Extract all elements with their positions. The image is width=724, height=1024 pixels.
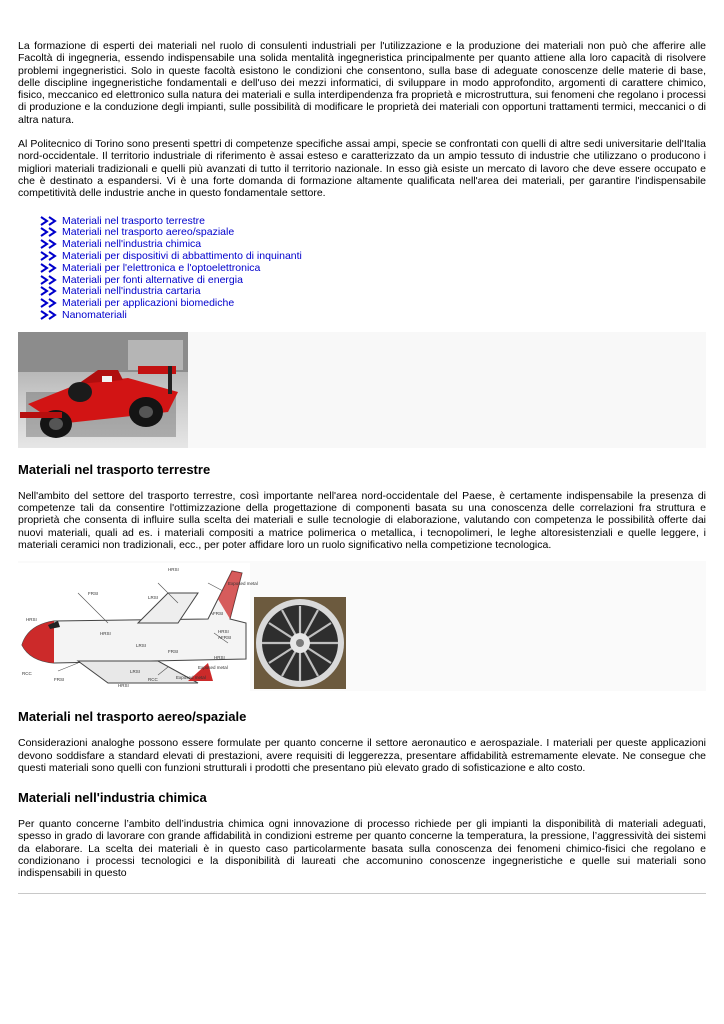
- shuttle-label: RCC: [22, 671, 32, 677]
- list-item: [40, 251, 706, 263]
- turbine-engine-photo: [254, 597, 346, 689]
- shuttle-label: Exposed metal: [198, 665, 228, 671]
- link-elettronica-optoelettronica[interactable]: Materiali per l'elettronica e l'optoelettronica: [62, 261, 261, 274]
- shuttle-label: FRSI: [54, 677, 65, 683]
- page-content: [18, 40, 706, 880]
- car-image-row: [18, 332, 706, 448]
- double-chevron-icon: [40, 262, 58, 274]
- link-trasporto-aereo-spaziale[interactable]: Materiali nel trasporto aereo/spaziale: [62, 226, 235, 239]
- link-trasporto-terrestre[interactable]: Materiali nel trasporto terrestre: [62, 214, 205, 227]
- list-item: [40, 298, 706, 310]
- shuttle-label: LRSI: [148, 595, 159, 601]
- shuttle-label: HRSI: [118, 683, 129, 689]
- shuttle-label: AFRSI: [218, 635, 232, 641]
- shuttle-label: Exposed metal: [228, 581, 258, 587]
- double-chevron-icon: [40, 238, 58, 250]
- page-bottom-divider: [18, 893, 706, 894]
- section-text-industria-chimica: Per quanto concerne l’ambito dell’industria chimica ogni innovazione di processo richiede per gli impianti la disponibilità di materiali adeguati, spesso in grado di lavorare con grande affidabilità in condizioni estreme per quanto concerne la temperatura, la pressione, l’aggressività dei sistemi da elaborare. La scelta dei materiali è in questo caso particolarmente basata sulla conoscenza dei fenomeni chimico-fisici che regolano e condizionano i processi tecnologici e la disponibilità di laureati che accomunino conoscenze ingegneristiche e quelle sui materiali sono indispensabili in questo: [18, 818, 706, 880]
- intro-paragraph-2: Al Politecnico di Torino sono presenti spettri di competenze specifiche assai ampi, specie se confrontati con quelli di altre sedi universitarie dell'Italia nord-occidentale. Il territorio industriale di riferimento è assai esteso e caratterizzato da un ampio tessuto di industrie che utilizzano o producono i migliori materiali tradizionali e quelli più avanzati di tutto il territorio nazionale. In esso già esiste un mercato di lavoro che deve essere occupato e che è destinato a espandersi. Vi è una forte domanda di formazione altamente qualificata nell'area dei materiali, per garantire l'indispensabile competitività delle industrie anche in questo fondamentale settore.: [18, 138, 706, 200]
- shuttle-label: Exposed metal: [176, 675, 206, 681]
- double-chevron-icon: [40, 274, 58, 286]
- double-chevron-icon: [40, 285, 58, 297]
- list-item: [40, 310, 706, 322]
- section-text-trasporto-aereo-spaziale: Considerazioni analoghe possono essere formulate per quanto concerne il settore aeronautico e aerospaziale. I materiali per queste applicazioni devono soddisfare a standard elevati di prestazioni, avere requisiti di leggerezza, presentare affidabilità estremamente elevate. Ne consegue che questi materiali sono quelli con funzioni strutturali i prodotti che presentano più elevato grado di sofisticazione e alto costo.: [18, 737, 706, 774]
- shuttle-label: HRSI: [168, 567, 179, 573]
- race-car-photo: [18, 332, 188, 448]
- link-fonti-alternative-energia[interactable]: Materiali per fonti alternative di energia: [62, 273, 243, 286]
- link-industria-cartaria[interactable]: Materiali nell'industria cartaria: [62, 285, 201, 298]
- image-band-background: [188, 332, 706, 448]
- list-item: [40, 263, 706, 275]
- section-title-industria-chimica: Materiali nell'industria chimica: [18, 790, 207, 806]
- shuttle-label: HRSI: [100, 631, 111, 637]
- intro-paragraph-1: La formazione di esperti dei materiali nel ruolo di consulenti industriali per l'utilizzazione e la produzione dei materiali non può che afferire alle Facoltà di ingegneria, essendo indispensabile una solida mentalità ingegneristica principalmente per quanto attiene alla loro capacità di risolvere problemi ingegneristici. Solo in queste facoltà esistono le condizioni che consentono, sulla base di adeguate conoscenze delle materie di base, delle discipline ingegneristiche fondamentali e dell'uso dei mezzi informatici, di sviluppare in modo approfondito, argomenti di carattere chimico, fisico, meccanico ed elettronico sulla natura dei materiali e sulla interdipendenza fra proprietà e microstruttura, sui fenomeni che regolano i processi di produzione e la conduzione degli impianti, sulle possibilità di modificare le proprietà dei materiali con opportuni trattamenti termici, meccanici o di altra natura.: [18, 40, 706, 126]
- link-abbattimento-inquinanti[interactable]: Materiali per dispositivi di abbattimento di inquinanti: [62, 249, 302, 262]
- shuttle-label: FRSI: [168, 649, 179, 655]
- topics-link-list: [18, 216, 706, 322]
- double-chevron-icon: [40, 309, 58, 321]
- double-chevron-icon: [40, 226, 58, 238]
- shuttle-label: RCC: [148, 677, 158, 683]
- section-title-trasporto-aereo-spaziale: Materiali nel trasporto aereo/spaziale: [18, 709, 247, 725]
- link-nanomateriali[interactable]: Nanomateriali: [62, 308, 127, 321]
- shuttle-label: HRSI: [214, 655, 225, 661]
- shuttle-label: LRSI: [130, 669, 141, 675]
- link-industria-chimica[interactable]: Materiali nell'industria chimica: [62, 238, 202, 251]
- aerospace-image-row: [18, 561, 706, 691]
- shuttle-label: AFRSI: [210, 611, 224, 617]
- shuttle-label: FRSI: [88, 591, 99, 597]
- double-chevron-icon: [40, 215, 58, 227]
- space-shuttle-diagram: [18, 563, 258, 691]
- shuttle-label: HRSI: [218, 629, 229, 635]
- section-text-trasporto-terrestre: Nell'ambito del settore del trasporto terrestre, così importante nell'area nord-occidentale del Paese, è certamente indispensabile la presenza di competenze tali da consentire l'ottimizzazione della progettazione di componenti basata su una conoscenza delle correlazioni fra struttura e proprietà che consenta di influire sulla scelta dei materiali e sulle tecnologie di elaborazione, valutando con competenza le possibilità offerte dai nuovi materiali, quali ad es. i materiali compositi a matrice polimerica o metallica, i tecnopolimeri, le leghe altoresistenziali e quelle leggere, i materiali ceramici non tradizionali, ecc., per poter affidare loro un ruolo significativo nella competizione tecnologica.: [18, 489, 706, 551]
- shuttle-label: HRSI: [26, 617, 37, 623]
- section-title-trasporto-terrestre: Materiali nel trasporto terrestre: [18, 461, 211, 477]
- link-applicazioni-biomediche[interactable]: Materiali per applicazioni biomediche: [62, 297, 235, 310]
- shuttle-label: LRSI: [136, 643, 147, 649]
- double-chevron-icon: [40, 250, 58, 262]
- double-chevron-icon: [40, 297, 58, 309]
